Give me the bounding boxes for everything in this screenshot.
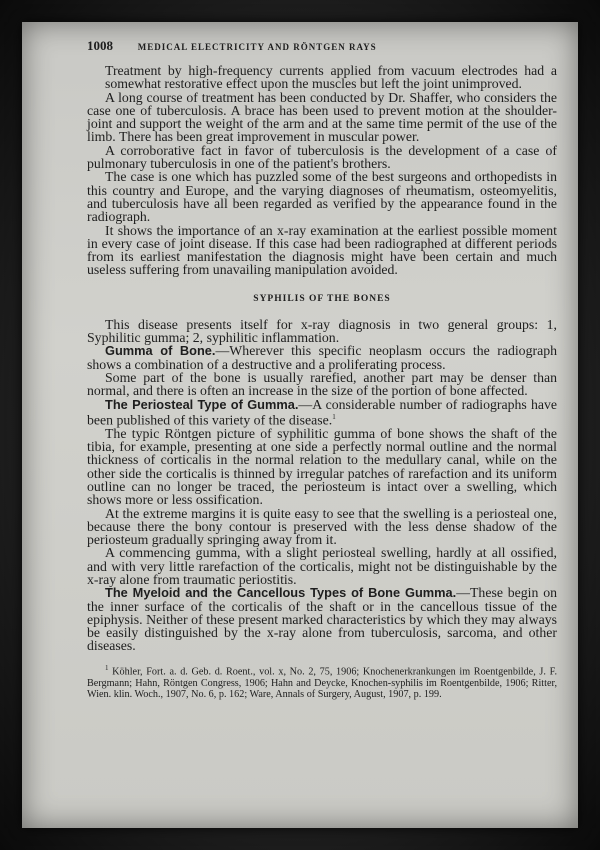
- paragraph: A long course of treatment has been conducted by Dr. Shaffer, who considers the case one of tuberculosis. A brace has been used to prevent motion at the shoulder-joint and support the weight of the arm and at the same time permit of the use of the limb. There has been great improvement in muscular power.: [87, 89, 557, 145]
- book-page: [22, 22, 578, 828]
- footnote-text: Köhler, Fort. a. d. Geb. d. Roent., vol. x, No. 2, 75, 1906; Knochenerkrankungen im Roentgenbilde, J. F. Bergmann; Hahn, Röntgen Congress, 1906; Hahn and Deycke, Knochen-syphilis im Roentgenbilde, 1906; Ritter, Wien. klin. Woch., 1907, No. 6, p. 162; Ware, Annals of Surgery, August, 1907, p. 199.: [87, 666, 557, 700]
- paragraph: The typic Röntgen picture of syphilitic gumma of bone shows the shaft of the tibia, for example, presenting at one side a perfectly normal outline and the normal thickness of corticalis in the normal relation to the medullary canal, while on the other side the corticalis is thinned by irregular patches of rarefaction and its uniform outline can no longer be traced, the periosteum is intact over a swelling, which shows more or less ossification.: [87, 425, 557, 508]
- footnote: [87, 663, 557, 701]
- myeloid-text: —These begin on the inner surface of the corticalis of the shaft or in the cancellous tissue of the epiphysis. Neither of these present marked characteristics by which they may always be easily distinguished by the x-ray alone from tuberculosis, sarcoma, and other diseases.: [87, 585, 557, 654]
- subheading-gumma: Gumma of Bone.: [105, 343, 216, 359]
- running-title: MEDICAL ELECTRICITY AND RÖNTGEN RAYS: [137, 42, 377, 52]
- footnote-mark: 1: [105, 663, 109, 672]
- subheading-periosteal: The Periosteal Type of Gumma.: [105, 396, 299, 412]
- paragraph: At the extreme margins it is quite easy to see that the swelling is a periosteal one, because there the bony contour is preserved with the less dense shadow of the periosteum gradually springing away from it.: [87, 505, 557, 548]
- paragraph: This disease presents itself for x-ray diagnosis in two general groups: 1, Syphilitic gumma; 2, syphilitic inflammation.: [87, 316, 557, 346]
- paragraph: Treatment by high-frequency currents applied from vacuum electrodes had a somewhat restorative effect upon the muscles but left the joint unimproved.: [105, 63, 557, 92]
- page-content: [87, 38, 557, 700]
- paragraph: A commencing gumma, with a slight periosteal swelling, hardly at all ossified, and with very little rarefaction of the corticalis, might not be distinguishable by the x-ray alone from traumatic periostitis.: [87, 545, 557, 587]
- section-heading: SYPHILIS OF THE BONES: [253, 293, 391, 304]
- periosteal-text: —A considerable number of radiographs have been published of this variety of the disease.: [87, 396, 558, 428]
- periosteal-paragraph: [87, 398, 557, 427]
- paragraph: Some part of the bone is usually rarefied, another part may be denser than normal, and there is often an increase in the size of the portion of bone affected.: [87, 369, 557, 399]
- page-number: 1008: [87, 38, 113, 53]
- myeloid-paragraph: [87, 586, 557, 652]
- paragraph: The case is one which has puzzled some of the best surgeons and orthopedists in this country and Europe, and the varying diagnoses of rheumatism, osteomyelitis, and tuberculosis have all been regarded as verified by the appearance found in the radiograph.: [87, 169, 557, 225]
- page-header: [87, 38, 557, 54]
- paragraph: It shows the importance of an x-ray examination at the earliest possible moment in every case of joint disease. If this case had been radiographed at different periods from its earliest manifestation the diagnosis might have been certain and much useless suffering from unavailing manipulation avoided.: [87, 222, 557, 278]
- subheading-myeloid: The Myeloid and the Cancellous Types of Bone Gumma.: [105, 585, 457, 601]
- gumma-text: —Wherever this specific neoplasm occurs the radiograph shows a combination of a destructive and a proliferating process.: [87, 343, 557, 372]
- gumma-paragraph: [87, 344, 557, 371]
- paragraph: A corroborative fact in favor of tuberculosis is the development of a case of pulmonary tuberculosis in one of the patient's brothers.: [87, 142, 557, 172]
- footnote-reference[interactable]: 1: [332, 412, 336, 421]
